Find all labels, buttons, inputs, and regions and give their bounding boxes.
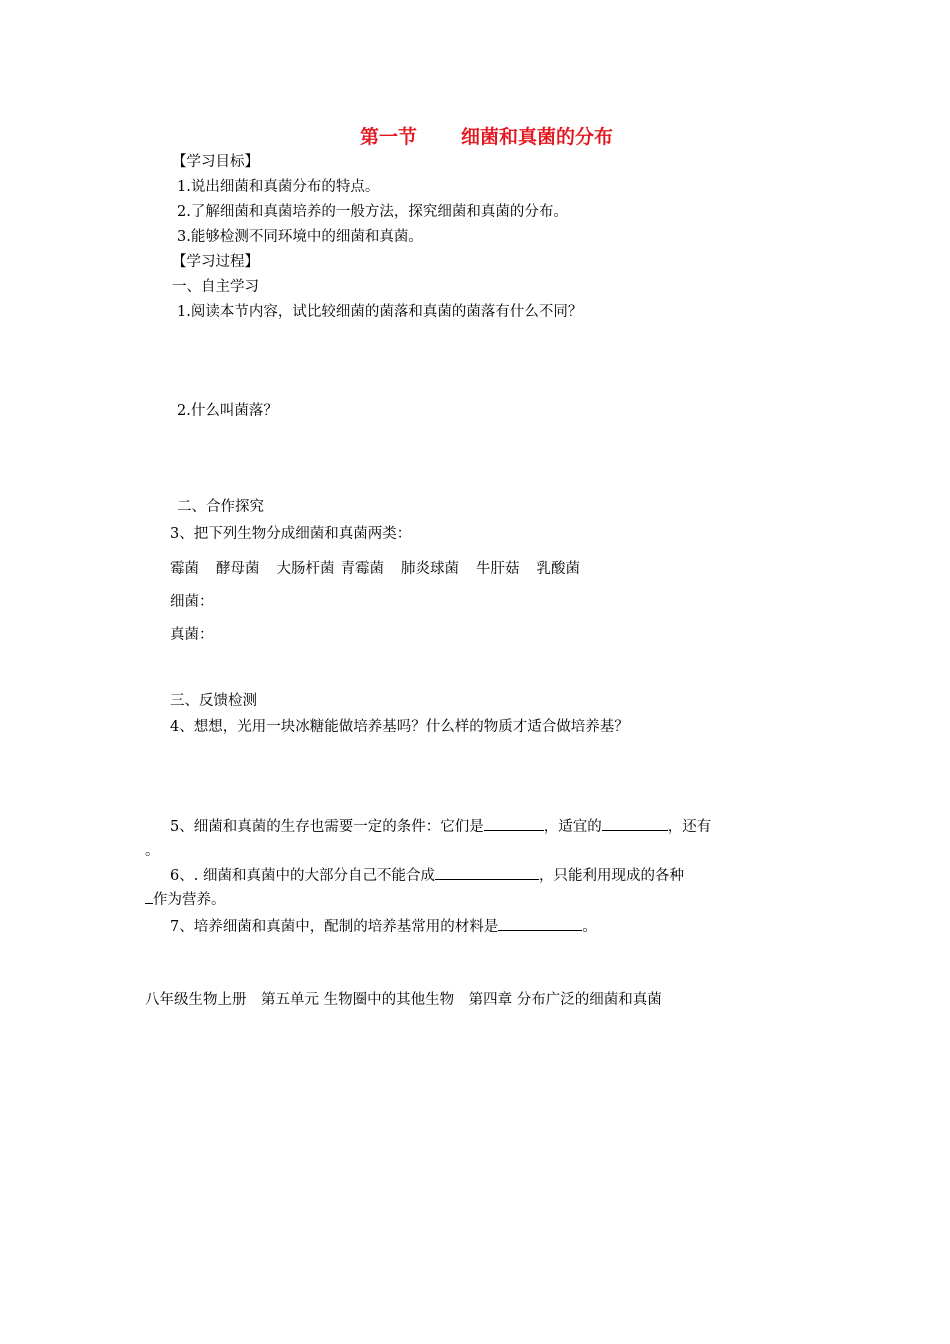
objective-item-2: 2.了解细菌和真菌培养的一般方法，探究细菌和真菌的分布。 — [177, 204, 568, 220]
question-4: 4、想想，光用一块冰糖能做培养基吗？什么样的物质才适合做培养基？ — [170, 719, 629, 735]
answer-blank[interactable] — [484, 815, 544, 831]
organism-item: 青霉菌 — [340, 561, 384, 577]
objective-item-3: 3.能够检测不同环境中的细菌和真菌。 — [177, 229, 423, 245]
question-5: 5、细菌和真菌的生存也需要一定的条件：它们是 ，适宜的 ，还有 。 — [145, 815, 807, 863]
title-section: 第一节 — [360, 126, 418, 148]
question-3: 3、把下列生物分成细菌和真菌两类： — [170, 526, 412, 542]
bacteria-label: 细菌： — [170, 594, 214, 610]
answer-blank[interactable] — [145, 888, 153, 904]
process-heading: 【学习过程】 — [172, 254, 259, 270]
organism-item: 酵母菌 — [216, 561, 260, 577]
question-6: 6、. 细菌和真菌中的大部分自己不能合成 ，只能利用现成的各种 作为营养。 — [145, 864, 807, 912]
footer-chapter-line: 八年级生物上册 第五单元 生物圈中的其他生物 第四章 分布广泛的细菌和真菌 — [145, 992, 662, 1008]
organism-item: 霉菌 — [170, 561, 199, 577]
objectives-heading: 【学习目标】 — [172, 154, 259, 170]
title-name: 细菌和真菌的分布 — [461, 126, 614, 148]
part1-heading: 一、自主学习 — [172, 279, 259, 295]
question-2: 2.什么叫菌落？ — [177, 403, 278, 419]
organism-item: 大肠杆菌 — [276, 561, 335, 577]
organism-item: 肺炎球菌 — [401, 561, 459, 577]
organism-item: 乳酸菌 — [536, 561, 580, 577]
answer-blank[interactable] — [435, 864, 539, 880]
question-1: 1.阅读本节内容，试比较细菌的菌落和真菌的菌落有什么不同？ — [177, 304, 583, 320]
part3-heading: 三、反馈检测 — [170, 693, 257, 709]
objective-item-1: 1.说出细菌和真菌分布的特点。 — [177, 179, 380, 195]
page-title — [360, 124, 613, 150]
answer-blank[interactable] — [602, 815, 668, 831]
fungi-label: 真菌： — [170, 627, 214, 643]
question-7: 7、培养细菌和真菌中，配制的培养基常用的材料是 。 — [170, 915, 597, 937]
organism-item: 牛肝菇 — [476, 561, 520, 577]
answer-blank[interactable] — [498, 915, 582, 931]
organism-list — [170, 559, 597, 579]
part2-heading: 二、合作探究 — [177, 499, 264, 515]
